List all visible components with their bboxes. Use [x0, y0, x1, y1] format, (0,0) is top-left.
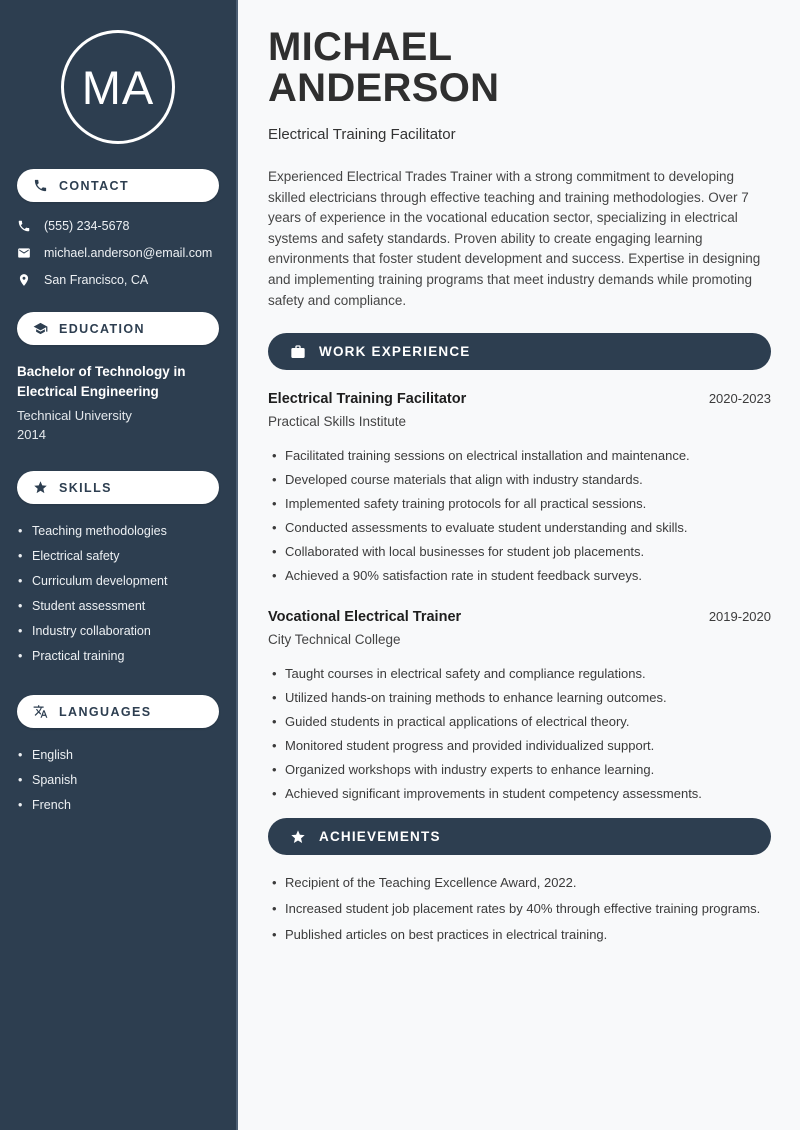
job-bullet: • Organized workshops with industry experts to enhance learning. [268, 758, 771, 782]
contact-phone [17, 219, 219, 233]
job-company: City Technical College [268, 632, 401, 648]
language-item: • English [17, 743, 219, 768]
phone-icon [17, 219, 31, 233]
phone-icon [33, 178, 48, 193]
star-icon [290, 829, 306, 845]
email-icon [17, 246, 31, 260]
person-name-line1: MICHAEL [268, 25, 453, 69]
sidebar [0, 0, 238, 1130]
phone-number: (555) 234-5678 [44, 219, 130, 233]
job-bullet: • Taught courses in electrical safety and compliance regulations. [268, 662, 771, 686]
skill-item: • Practical training [17, 644, 219, 669]
main-content [238, 0, 800, 1130]
contact-email [17, 246, 219, 260]
achievements-section-title: ACHIEVEMENTS [319, 829, 441, 845]
avatar-initials: MA [81, 60, 155, 114]
graduation-cap-icon [33, 321, 48, 336]
work-experience-section-title: WORK EXPERIENCE [319, 344, 471, 360]
language-item: • French [17, 793, 219, 818]
education-degree: Bachelor of Technology in Electrical Engineering [17, 364, 186, 399]
work-experience-section-header [268, 333, 771, 370]
briefcase-icon [290, 344, 306, 360]
job-entry [268, 609, 771, 806]
job-bullet: • Monitored student progress and provided individualized support. [268, 734, 771, 758]
skills-section-title: SKILLS [59, 480, 112, 495]
job-bullet-list [268, 662, 771, 806]
person-name-line2: ANDERSON [268, 66, 500, 110]
contact-section-header [17, 169, 219, 202]
languages-list [17, 743, 219, 818]
education-school: Technical University [17, 408, 132, 423]
job-bullet: • Facilitated training sessions on electrical installation and maintenance. [268, 444, 771, 468]
job-dates: 2020-2023 [708, 391, 771, 407]
job-dates: 2019-2020 [708, 609, 771, 625]
education-section-title: EDUCATION [59, 321, 145, 336]
skill-item: • Electrical safety [17, 544, 219, 569]
job-title: Vocational Electrical Trainer [268, 609, 462, 626]
achievement-item: • Published articles on best practices in electrical training. [268, 922, 771, 948]
skill-item: • Teaching methodologies [17, 519, 219, 544]
skills-section-header [17, 471, 219, 504]
skills-list [17, 519, 219, 669]
job-bullet: • Developed course materials that align with industry standards. [268, 468, 771, 492]
job-header [268, 391, 771, 407]
location-icon [17, 273, 31, 287]
job-bullet: • Conducted assessments to evaluate student understanding and skills. [268, 516, 771, 540]
education-entry [17, 362, 219, 442]
email-address: michael.anderson@email.com [44, 246, 213, 260]
achievement-item: • Increased student job placement rates by 40% through effective training programs. [268, 896, 771, 922]
job-bullet: • Collaborated with local businesses for student job placements. [268, 540, 771, 564]
languages-section-header [17, 695, 219, 728]
achievements-section-header [268, 818, 771, 855]
contact-location [17, 273, 219, 287]
skill-item: • Curriculum development [17, 569, 219, 594]
education-section-header [17, 312, 219, 345]
contact-list [17, 219, 219, 287]
skill-item: • Student assessment [17, 594, 219, 619]
job-bullet-list [268, 444, 771, 588]
person-job-title: Electrical Training Facilitator [268, 126, 456, 143]
job-bullet: • Achieved significant improvements in student competency assessments. [268, 782, 771, 806]
job-bullet: • Guided students in practical applications of electrical theory. [268, 710, 771, 734]
job-entry [268, 391, 771, 588]
professional-summary: Experienced Electrical Trades Trainer with a strong commitment to developing skilled electricians through effective teaching and training methodologies. Over 7 years of experience in the vocational education sector, specializing in electrical systems and safety standards. Proven ability to create engaging learning environments that foster student development and success. Expertise in designing and implementing training programs that meet industry demands while promoting safety and compliance. [268, 169, 761, 308]
avatar [61, 30, 175, 144]
languages-section-title: LANGUAGES [59, 704, 152, 719]
job-header [268, 609, 771, 625]
person-name [268, 27, 771, 109]
job-bullet: • Utilized hands-on training methods to enhance learning outcomes. [268, 686, 771, 710]
star-icon [33, 480, 48, 495]
job-bullet: • Implemented safety training protocols for all practical sessions. [268, 492, 771, 516]
achievements-list [268, 870, 771, 948]
skill-item: • Industry collaboration [17, 619, 219, 644]
job-bullet: • Achieved a 90% satisfaction rate in student feedback surveys. [268, 564, 771, 588]
contact-section-title: CONTACT [59, 178, 129, 193]
location-text: San Francisco, CA [44, 273, 149, 287]
job-company: Practical Skills Institute [268, 414, 407, 430]
language-item: • Spanish [17, 768, 219, 793]
achievement-item: • Recipient of the Teaching Excellence Award, 2022. [268, 870, 771, 896]
job-title: Electrical Training Facilitator [268, 391, 467, 408]
translate-icon [33, 704, 48, 719]
education-year: 2014 [17, 427, 46, 442]
